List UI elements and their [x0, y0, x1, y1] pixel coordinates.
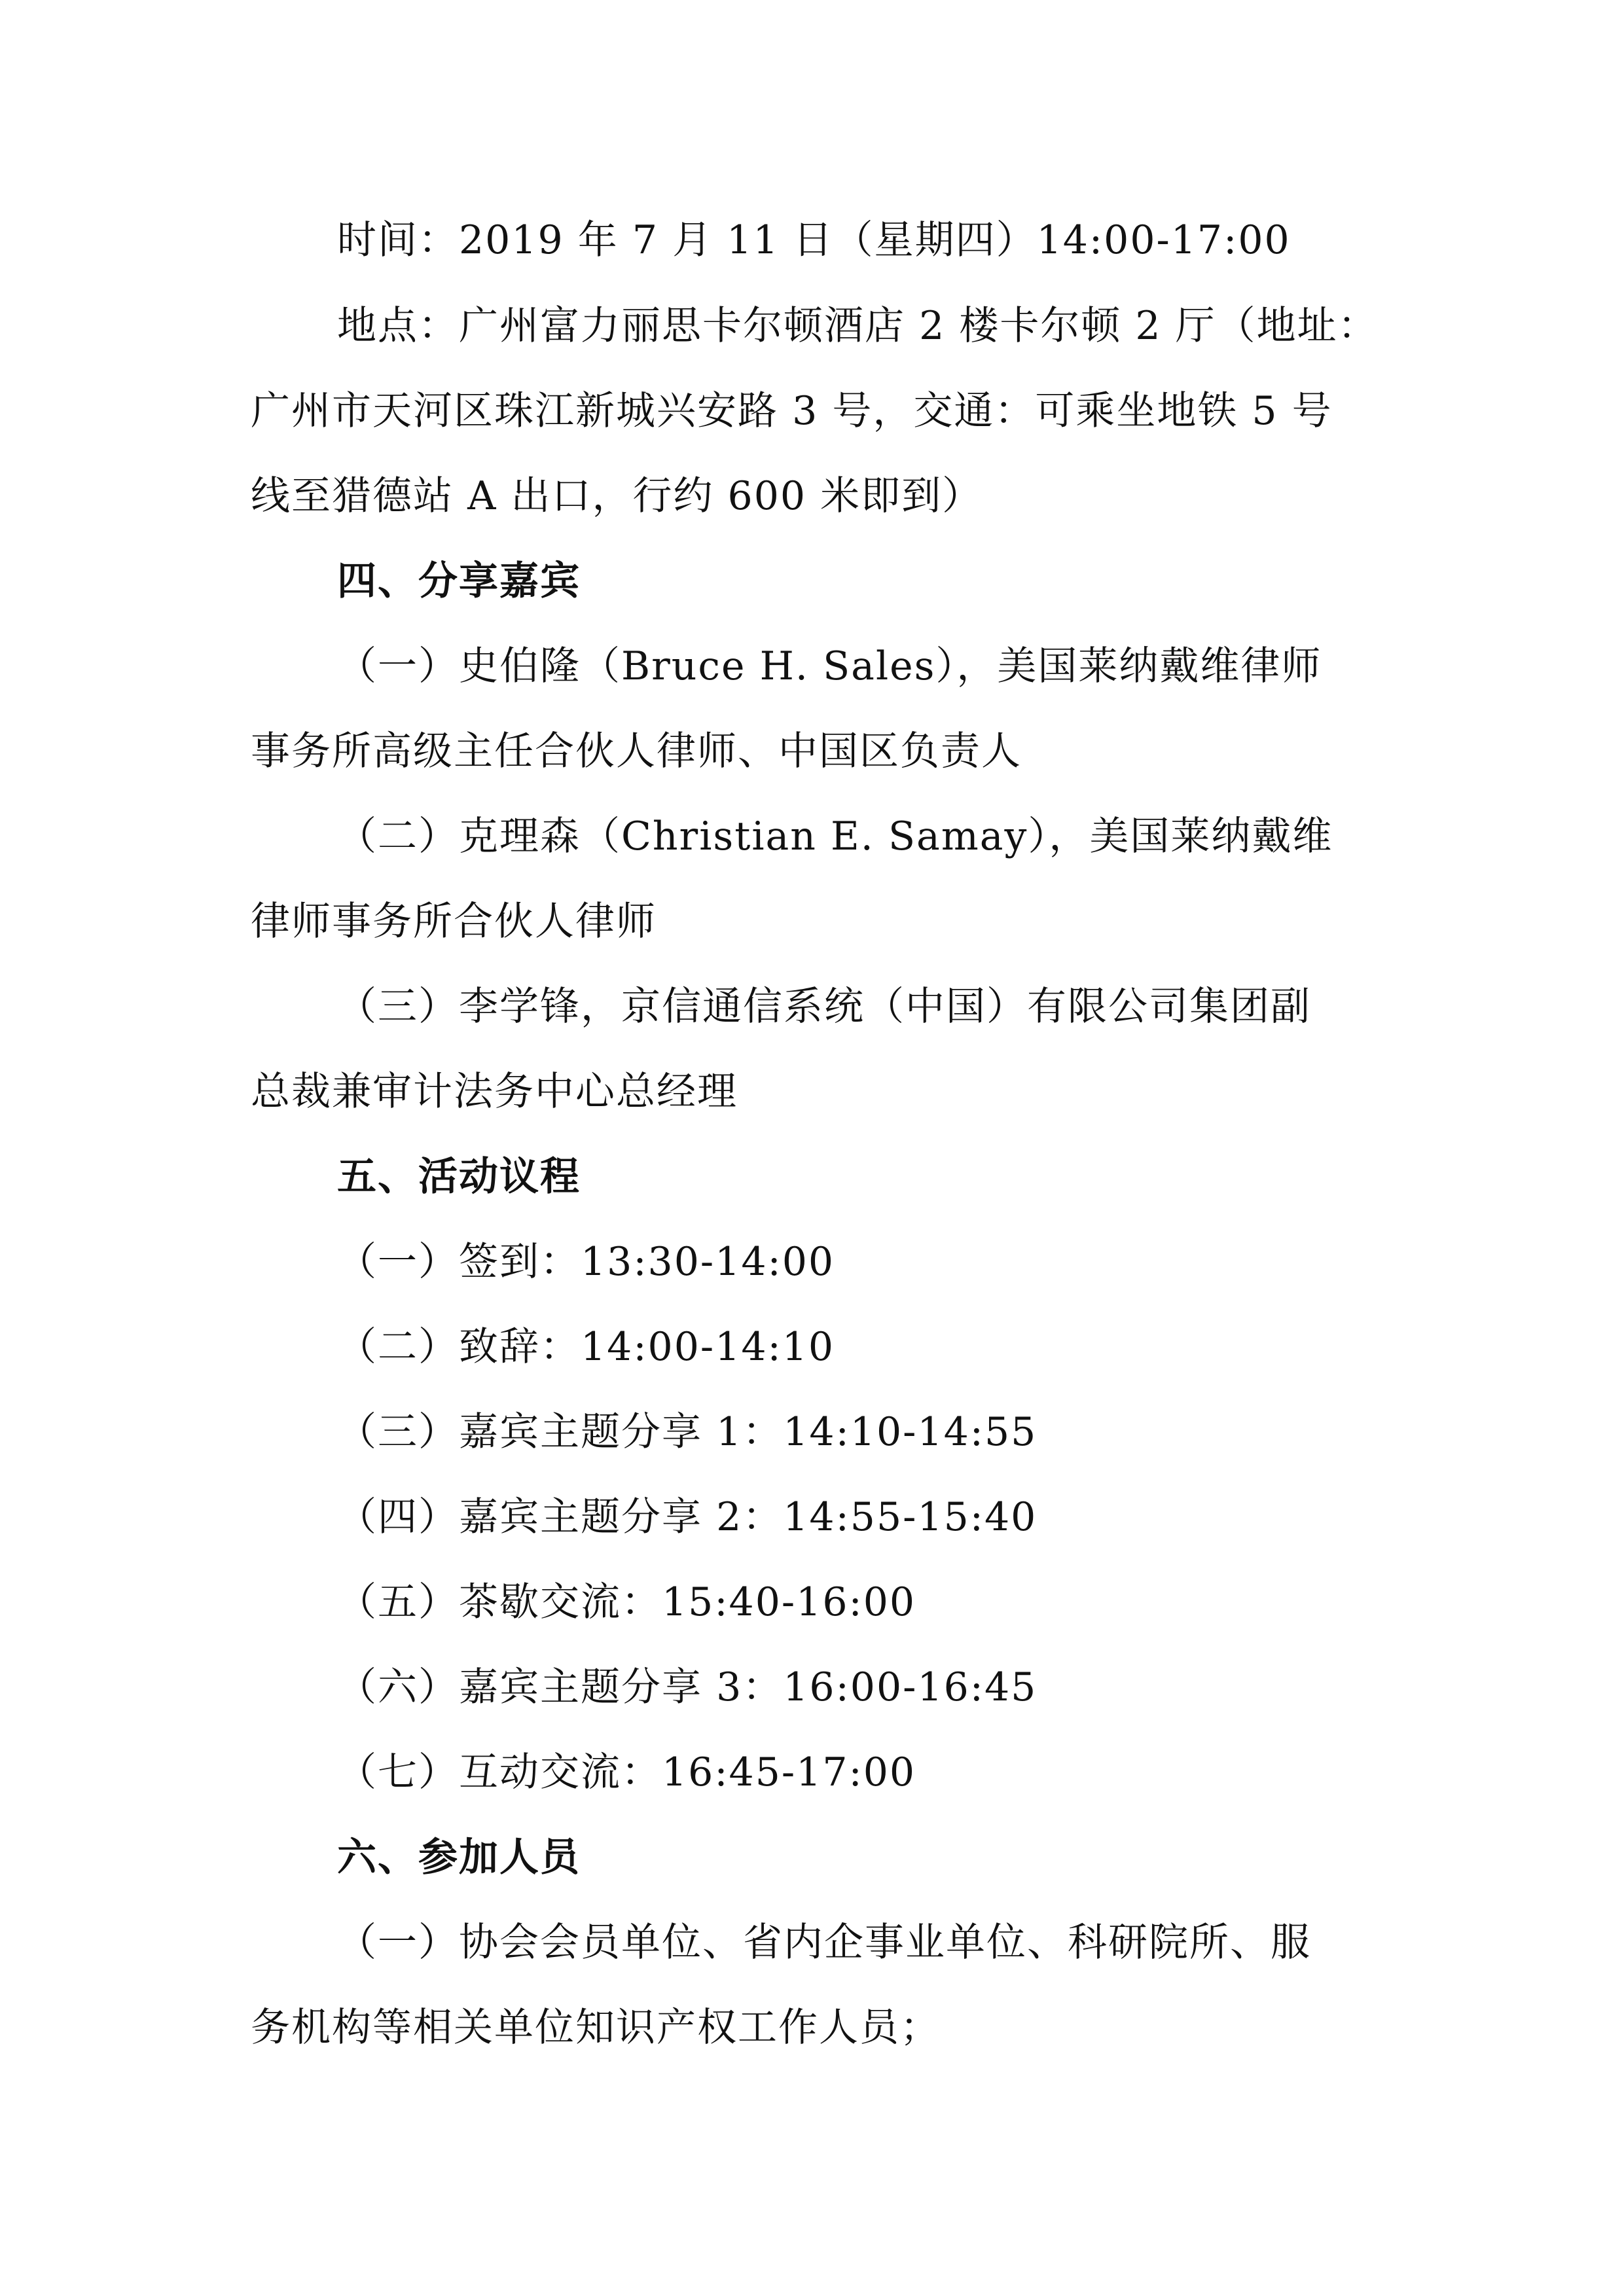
agenda-item: （六）嘉宾主题分享 3：16:00-16:45 — [337, 1664, 1038, 1710]
agenda-item: （二）致辞：14:00-14:10 — [337, 1324, 835, 1370]
agenda-item: （五）茶歇交流：15:40-16:00 — [337, 1579, 916, 1625]
location-line-3: 线至猎德站 A 出口，行约 600 米即到） — [251, 473, 983, 519]
location-line-2: 广州市天河区珠江新城兴安路 3 号，交通：可乘坐地铁 5 号 — [251, 388, 1333, 434]
guest-1-line-1: （一）史伯隆（Bruce H. Sales），美国莱纳戴维律师 — [337, 643, 1322, 689]
participant-item-line-2: 务机构等相关单位知识产权工作人员； — [251, 2005, 941, 2051]
section-heading-agenda: 五、活动议程 — [337, 1154, 581, 1200]
section-heading-participants: 六、参加人员 — [337, 1835, 581, 1880]
agenda-item: （四）嘉宾主题分享 2：14:55-15:40 — [337, 1494, 1038, 1540]
guest-3-line-1: （三）李学锋，京信通信系统（中国）有限公司集团副 — [337, 984, 1311, 1030]
time-line: 时间：2019 年 7 月 11 日（星期四）14:00-17:00 — [337, 217, 1291, 263]
guest-2-line-1: （二）克理森（Christian E. Samay），美国莱纳戴维 — [337, 814, 1333, 859]
location-line-1: 地点：广州富力丽思卡尔顿酒店 2 楼卡尔顿 2 厅（地址： — [337, 303, 1379, 349]
agenda-item: （七）互动交流：16:45-17:00 — [337, 1749, 916, 1795]
guest-3-line-2: 总裁兼审计法务中心总经理 — [251, 1069, 738, 1115]
guest-1-line-2: 事务所高级主任合伙人律师、中国区负责人 — [251, 728, 1022, 774]
agenda-item: （三）嘉宾主题分享 1：14:10-14:55 — [337, 1409, 1038, 1455]
participant-item-line-1: （一）协会会员单位、省内企事业单位、科研院所、服 — [337, 1920, 1311, 1965]
agenda-item: （一）签到：13:30-14:00 — [337, 1239, 835, 1285]
section-heading-guests: 四、分享嘉宾 — [337, 558, 581, 604]
guest-2-line-2: 律师事务所合伙人律师 — [251, 899, 657, 944]
